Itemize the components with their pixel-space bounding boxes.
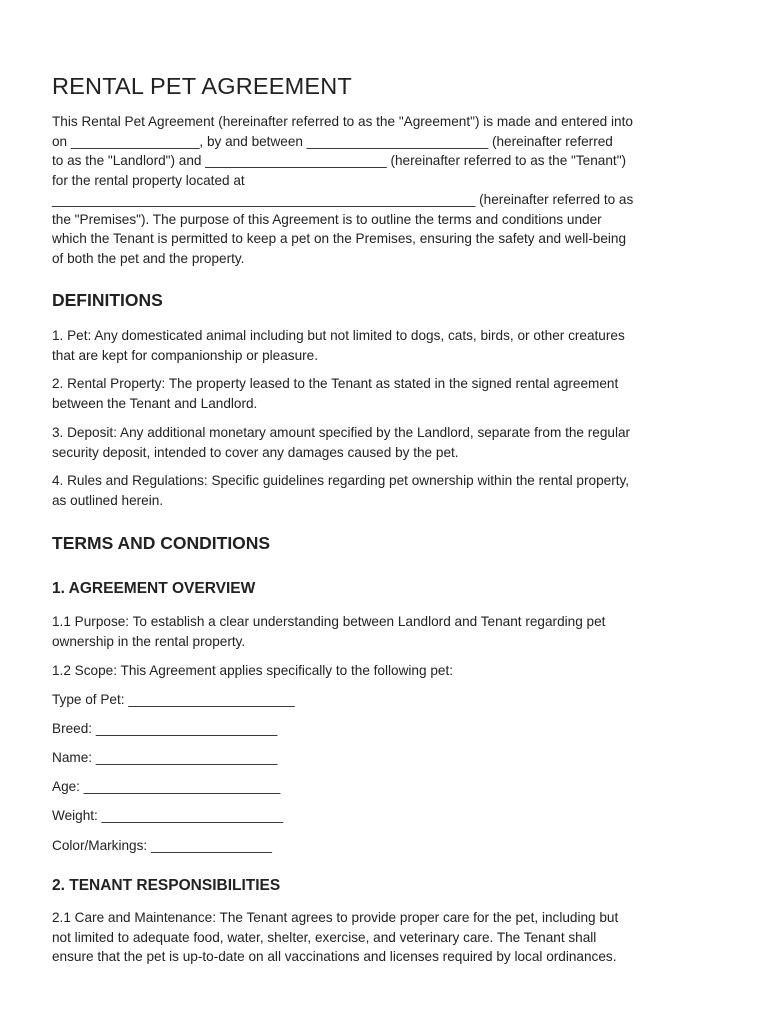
purpose-line: ownership in the rental property. [52,633,246,649]
definition-line: 2. Rental Property: The property leased to the Tenant as stated in the signed rental agreement [52,376,619,391]
definition-line: 4. Rules and Regulations: Specific guidelines regarding pet ownership within the rental property, [52,473,630,488]
document-title: RENTAL PET AGREEMENT [52,73,352,99]
definition-line: that are kept for companionship or pleasure. [52,347,318,363]
scope-paragraph [52,661,720,681]
intro-line: for the rental property located at [52,172,245,188]
intro-line: the "Premises"). The purpose of this Agreement is to outline the terms and conditions under [52,211,602,227]
definition-line: 1. Pet: Any domesticated animal including but not limited to dogs, cats, birds, or other creatures [52,328,625,343]
definition-item-deposit [52,423,720,462]
field-color-markings: Color/Markings: ________________ [52,838,272,853]
definition-line: 3. Deposit: Any additional monetary amount specified by the Landlord, separate from the regular [52,425,631,440]
intro-paragraph [52,112,720,268]
tenant-responsibilities-heading: 2. TENANT RESPONSIBILITIES [52,877,281,894]
intro-line: on _________________, by and between ________________________ (hereinafter referred [52,133,613,149]
intro-line: of both the pet and the property. [52,250,245,266]
scope-line: 1.2 Scope: This Agreement applies specifically to the following pet: [52,663,453,678]
care-line: 2.1 Care and Maintenance: The Tenant agrees to provide proper care for the pet, including but [52,910,619,925]
definitions-heading: DEFINITIONS [52,290,163,310]
field-weight: Weight: ________________________ [52,808,284,823]
terms-heading: TERMS AND CONDITIONS [52,533,271,553]
definition-item-rental-property [52,374,720,413]
care-line: ensure that the pet is up-to-date on all vaccinations and licenses required by local ordinances. [52,949,617,964]
intro-line: to as the "Landlord") and ________________________ (hereinafter referred to as the "Tenant") [52,153,627,168]
definition-line: as outlined herein. [52,492,164,508]
field-age: Age: __________________________ [52,779,281,794]
care-line: not limited to adequate food, water, shelter, exercise, and veterinary care. The Tenant shall [52,929,597,945]
definition-item-pet [52,326,720,365]
definition-line: security deposit, intended to cover any damages caused by the pet. [52,444,459,460]
intro-line: This Rental Pet Agreement (hereinafter referred to as the "Agreement") is made and entered into [52,114,633,129]
intro-line: which the Tenant is permitted to keep a pet on the Premises, ensuring the safety and well-being [52,231,627,246]
field-type-of-pet: Type of Pet: ______________________ [52,692,295,707]
definition-item-rules [52,471,720,510]
definition-line: between the Tenant and Landlord. [52,395,258,411]
intro-line: ________________________________________________________ (hereinafter referred to as [52,192,634,207]
field-breed: Breed: ________________________ [52,721,278,736]
purpose-line: 1.1 Purpose: To establish a clear understanding between Landlord and Tenant regarding pet [52,614,606,629]
care-paragraph [52,908,720,967]
agreement-overview-heading: 1. AGREEMENT OVERVIEW [52,580,256,597]
purpose-paragraph [52,612,720,651]
field-name: Name: ________________________ [52,750,278,765]
